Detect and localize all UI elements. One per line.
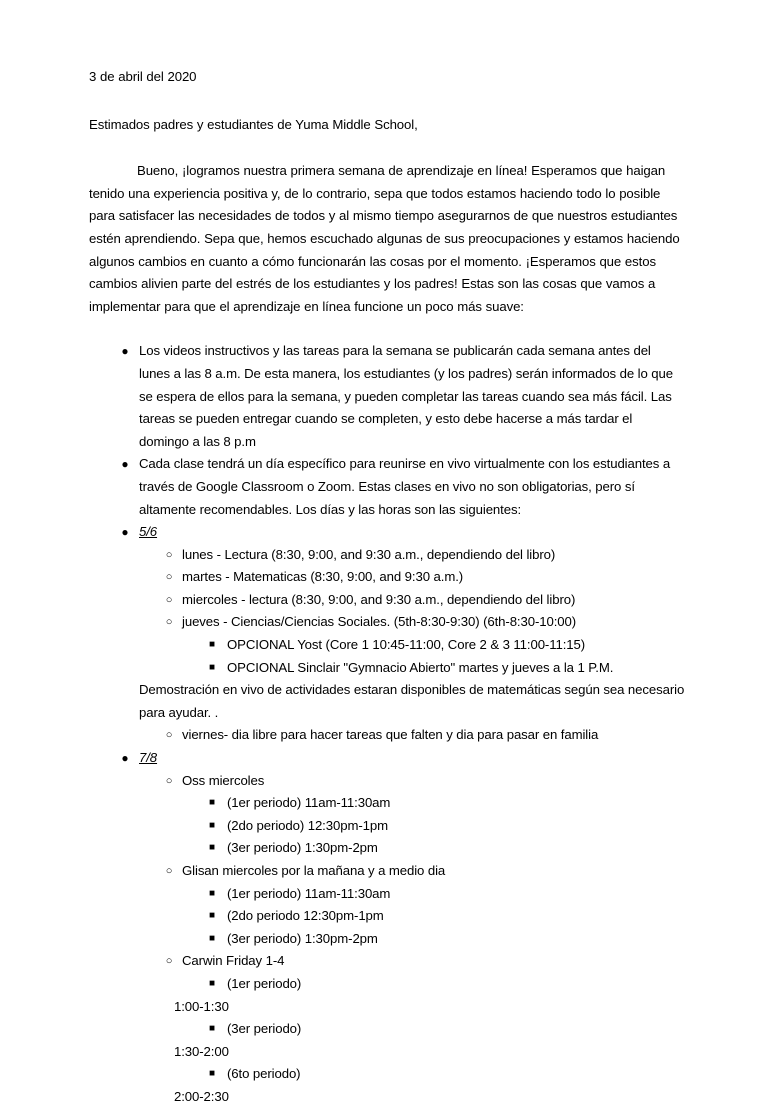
carwin-period-list	[174, 973, 685, 1109]
period-time: 1:30-2:00	[174, 1043, 229, 1059]
square-bullet-icon: ■	[209, 910, 215, 922]
list-item-label: Los videos instructivos y las tareas para la semana se publicarán cada semana antes del lunes a las 8 a.m. De esta manera, los estudiantes (y los padres) serán informados de lo que se espera de ellos para la semana, y pueden completar las tareas cuando sea más fácil. Las tareas se pueden entregar cuando se completen, y esto debe hacerse a más tardar el domingo a las 8 p.m	[139, 343, 673, 449]
list-item-period	[182, 815, 685, 838]
list-item-jueves	[139, 611, 685, 724]
circle-bullet-icon: ○	[165, 729, 173, 742]
list-item-glisan	[139, 860, 685, 950]
list-item-label: Oss miercoles	[182, 772, 265, 788]
list-item-martes	[139, 566, 685, 589]
list-item-label: (2do periodo 12:30pm-1pm	[227, 908, 384, 924]
list-item-label: (1er periodo) 11am-11:30am	[227, 795, 391, 811]
list-item-label: (1er periodo)	[227, 975, 302, 991]
list-item-label: (6to periodo)	[227, 1066, 301, 1082]
circle-bullet-icon: ○	[165, 548, 173, 561]
list-item-period	[182, 905, 685, 928]
square-bullet-icon: ■	[209, 932, 215, 944]
square-bullet-icon: ■	[209, 1068, 215, 1080]
square-bullet-icon: ■	[209, 977, 215, 989]
square-bullet-icon: ■	[209, 819, 215, 831]
list-item-label: Cada clase tendrá un día específico para reunirse en vivo virtualmente con los estudiantes a través de Google Classroom o Zoom. Estas clases en vivo no son obligatorias, pero sí altamente recomendables. Los días y las horas son las siguientes:	[139, 456, 671, 517]
list-item-clases	[89, 453, 685, 521]
circle-bullet-icon: ○	[165, 616, 173, 629]
grade-5-6-heading: 5/6	[139, 524, 158, 540]
grade-7-8-heading: 7/8	[139, 750, 158, 766]
square-bullet-icon: ■	[209, 639, 215, 651]
list-item-period	[174, 973, 685, 1018]
list-item-videos	[89, 340, 685, 453]
demostracion-note: Demostración en vivo de actividades estaran disponibles de matemáticas según sea necesario para ayudar. .	[139, 682, 685, 720]
document-body	[89, 66, 685, 1109]
list-item-period	[174, 1018, 685, 1063]
list-item-label: lunes - Lectura (8:30, 9:00, and 9:30 a.m., dependiendo del libro)	[182, 546, 556, 562]
list-item-label: (2do periodo) 12:30pm-1pm	[227, 817, 388, 833]
list-item-lunes	[139, 544, 685, 567]
grade-5-6-day-list	[139, 544, 685, 747]
square-bullet-icon: ■	[209, 842, 215, 854]
list-item-carwin	[139, 950, 685, 1108]
intro-paragraph: Bueno, ¡logramos nuestra primera semana de aprendizaje en línea! Esperamos que haigan tenido una experiencia positiva y, de lo contrario, sepa que todos estamos haciendo todo lo posible para satisfacer las necesidades de todos y al mismo tiempo asegurarnos de que nuestros estudiantes estén aprendiendo. Sepa que, hemos escuchado algunas de sus preocupaciones y estamos haciendo algunos cambios en cuanto a cómo funcionarán las cosas por el momento. ¡Esperamos que estos cambios alivien parte del estrés de los estudiantes y los padres! Estas son las cosas que vamos a implementar para que el aprendizaje en línea funcione un poco más suave:	[89, 163, 680, 314]
list-item-miercoles	[139, 589, 685, 612]
list-item-grade-5-6	[89, 521, 685, 747]
document-date: 3 de abril del 2020	[89, 69, 197, 84]
list-item-label: viernes- dia libre para hacer tareas que falten y dia para pasar en familia	[182, 727, 599, 743]
grade-7-8-group-list	[139, 770, 685, 1109]
list-item-label: (3er periodo)	[227, 1021, 302, 1037]
list-item-label: (3er periodo) 1:30pm-2pm	[227, 930, 378, 946]
disc-bullet-icon: ●	[121, 457, 129, 472]
list-item-period	[182, 883, 685, 906]
square-bullet-icon: ■	[209, 887, 215, 899]
salutation-line: Estimados padres y estudiantes de Yuma Middle School,	[89, 116, 418, 132]
circle-bullet-icon: ○	[165, 955, 173, 968]
list-item-opcional-sinclair	[182, 657, 685, 680]
list-item-period	[182, 837, 685, 860]
list-item-viernes	[139, 724, 685, 747]
oss-period-list	[182, 792, 685, 860]
list-item-oss	[139, 770, 685, 860]
list-item-period	[182, 928, 685, 951]
disc-bullet-icon: ●	[121, 525, 129, 540]
list-item-opcional-yost	[182, 634, 685, 657]
list-item-label: Glisan miercoles por la mañana y a medio dia	[182, 863, 446, 878]
list-item-grade-7-8	[89, 747, 685, 1109]
square-bullet-icon: ■	[209, 797, 215, 809]
list-item-label: OPCIONAL Yost (Core 1 10:45-11:00, Core 2 & 3 11:00-11:15)	[227, 637, 586, 653]
list-item-label: martes - Matematicas (8:30, 9:00, and 9:30 a.m.)	[182, 569, 464, 585]
circle-bullet-icon: ○	[165, 774, 173, 787]
circle-bullet-icon: ○	[165, 593, 173, 606]
circle-bullet-icon: ○	[165, 571, 173, 584]
list-item-label: OPCIONAL Sinclair "Gymnacio Abierto" martes y jueves a la 1 P.M.	[227, 659, 614, 675]
disc-bullet-icon: ●	[121, 344, 129, 359]
list-item-label: (1er periodo) 11am-11:30am	[227, 885, 391, 901]
optional-list	[182, 634, 685, 679]
main-bullet-list	[89, 340, 685, 1108]
glisan-period-list	[182, 883, 685, 951]
square-bullet-icon: ■	[209, 661, 215, 673]
list-item-label: jueves - Ciencias/Ciencias Sociales. (5th-8:30-9:30) (6th-8:30-10:00)	[182, 614, 577, 630]
list-item-label: miercoles - lectura (8:30, 9:00, and 9:30 a.m., dependiendo del libro)	[182, 591, 576, 607]
period-time: 1:00-1:30	[174, 998, 229, 1014]
period-time: 2:00-2:30	[174, 1088, 229, 1104]
list-item-label: (3er periodo) 1:30pm-2pm	[227, 840, 378, 856]
list-item-label: Carwin Friday 1-4	[182, 953, 285, 969]
list-item-period	[182, 792, 685, 815]
square-bullet-icon: ■	[209, 1023, 215, 1035]
circle-bullet-icon: ○	[165, 865, 173, 877]
disc-bullet-icon: ●	[121, 751, 129, 766]
list-item-period	[174, 1063, 685, 1108]
